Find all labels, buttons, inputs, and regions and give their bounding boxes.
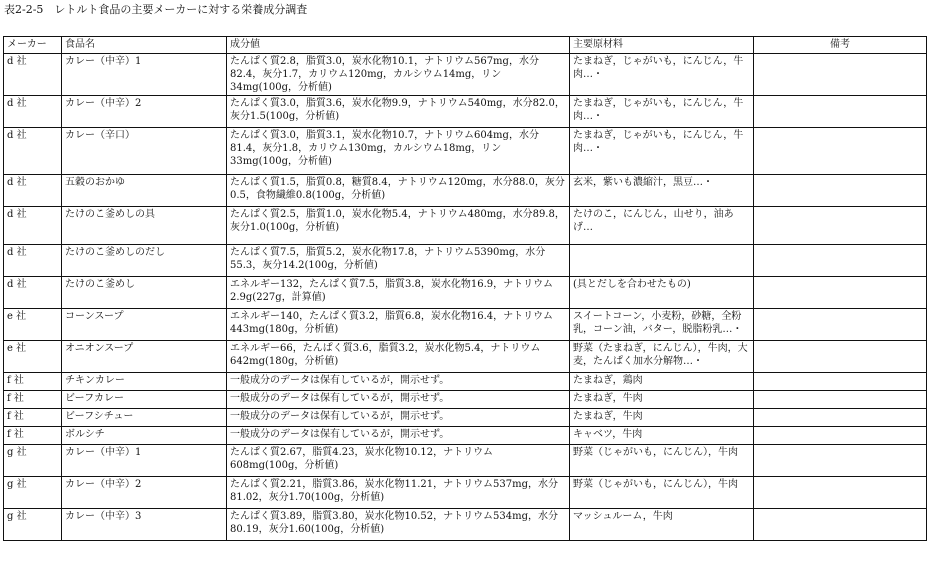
- cell-materials: キャベツ，牛肉: [570, 427, 754, 445]
- cell-food: チキンカレー: [62, 373, 227, 391]
- cell-values: たんぱく質2.8，脂質3.0，炭水化物10.1，ナトリウム567mg，水分82.4，灰分1.7，カリウム120mg，カルシウム14mg，リン34mg(100g，分析値): [227, 54, 570, 96]
- cell-materials: たまねぎ，じゃがいも，にんじん，牛肉…・: [570, 96, 754, 128]
- cell-materials: たまねぎ，牛肉: [570, 391, 754, 409]
- cell-values: エネルギー66，たんぱく質3.6，脂質3.2，炭水化物5.4，ナトリウム642mg(180g，分析値): [227, 341, 570, 373]
- cell-food: たけのこ釜めしの具: [62, 207, 227, 245]
- cell-maker: d 社: [4, 277, 62, 309]
- cell-maker: e 社: [4, 309, 62, 341]
- cell-maker: d 社: [4, 207, 62, 245]
- cell-remarks: [754, 409, 927, 427]
- cell-maker: g 社: [4, 509, 62, 541]
- table-row: [4, 341, 927, 373]
- cell-remarks: [754, 128, 927, 175]
- table-row: [4, 509, 927, 541]
- cell-materials: 野菜（じゃがいも，にんじん），牛肉: [570, 445, 754, 477]
- cell-maker: d 社: [4, 245, 62, 277]
- header-remarks: 備考: [754, 37, 927, 54]
- table-row: [4, 96, 927, 128]
- cell-maker: g 社: [4, 445, 62, 477]
- cell-values: 一般成分のデータは保有しているが，開示せず。: [227, 373, 570, 391]
- cell-remarks: [754, 427, 927, 445]
- cell-remarks: [754, 96, 927, 128]
- nutrition-table: [3, 36, 927, 541]
- cell-food: たけのこ釜めし: [62, 277, 227, 309]
- cell-materials: たまねぎ，じゃがいも，にんじん，牛肉…・: [570, 54, 754, 96]
- cell-maker: d 社: [4, 54, 62, 96]
- cell-materials: 玄米，紫いも濃縮汁，黒豆…・: [570, 175, 754, 207]
- table-row: [4, 277, 927, 309]
- cell-food: ビーフカレー: [62, 391, 227, 409]
- cell-values: たんぱく質7.5，脂質5.2，炭水化物17.8，ナトリウム5390mg，水分55.3，灰分14.2(100g，分析値): [227, 245, 570, 277]
- cell-values: たんぱく質2.67，脂質4.23，炭水化物10.12，ナトリウム608mg(100g，分析値): [227, 445, 570, 477]
- cell-values: 一般成分のデータは保有しているが，開示せず。: [227, 391, 570, 409]
- cell-food: たけのこ釜めしのだし: [62, 245, 227, 277]
- cell-values: 一般成分のデータは保有しているが，開示せず。: [227, 409, 570, 427]
- cell-remarks: [754, 277, 927, 309]
- cell-food: カレー（中辛）3: [62, 509, 227, 541]
- cell-materials: たまねぎ，じゃがいも，にんじん，牛肉…・: [570, 128, 754, 175]
- cell-food: カレー（中辛）1: [62, 445, 227, 477]
- cell-materials: たけのこ，にんじん，山せり，油あげ…: [570, 207, 754, 245]
- cell-maker: f 社: [4, 391, 62, 409]
- cell-remarks: [754, 207, 927, 245]
- cell-remarks: [754, 509, 927, 541]
- header-food: 食品名: [62, 37, 227, 54]
- cell-materials: 野菜（じゃがいも，にんじん），牛肉: [570, 477, 754, 509]
- header-materials: 主要原材料: [570, 37, 754, 54]
- cell-values: たんぱく質1.5，脂質0.8，糖質8.4，ナトリウム120mg，水分88.0，灰分0.5，食物繊維0.8(100g，分析値): [227, 175, 570, 207]
- cell-food: カレー（中辛）2: [62, 477, 227, 509]
- header-values: 成分値: [227, 37, 570, 54]
- table-row: [4, 409, 927, 427]
- cell-food: コーンスープ: [62, 309, 227, 341]
- table-row: [4, 309, 927, 341]
- cell-food: ボルシチ: [62, 427, 227, 445]
- cell-values: 一般成分のデータは保有しているが，開示せず。: [227, 427, 570, 445]
- cell-values: エネルギー132，たんぱく質7.5，脂質3.8，炭水化物16.9，ナトリウム2.9g(227g，計算値): [227, 277, 570, 309]
- cell-maker: f 社: [4, 427, 62, 445]
- cell-remarks: [754, 309, 927, 341]
- cell-values: エネルギー140，たんぱく質3.2，脂質6.8，炭水化物16.4，ナトリウム443mg(180g，分析値): [227, 309, 570, 341]
- table-row: [4, 477, 927, 509]
- cell-remarks: [754, 445, 927, 477]
- cell-maker: d 社: [4, 175, 62, 207]
- table-body: [4, 54, 927, 541]
- cell-materials: マッシュルーム，牛肉: [570, 509, 754, 541]
- table-row: [4, 373, 927, 391]
- cell-food: カレー（辛口）: [62, 128, 227, 175]
- cell-food: ビーフシチュー: [62, 409, 227, 427]
- cell-food: カレー（中辛）1: [62, 54, 227, 96]
- cell-materials: 野菜（たまねぎ，にんじん），牛肉，大麦，たんぱく加水分解物…・: [570, 341, 754, 373]
- cell-maker: f 社: [4, 409, 62, 427]
- header-maker: メーカー: [4, 37, 62, 54]
- cell-remarks: [754, 245, 927, 277]
- table-row: [4, 427, 927, 445]
- cell-remarks: [754, 175, 927, 207]
- cell-values: たんぱく質2.5，脂質1.0，炭水化物5.4，ナトリウム480mg，水分89.8，灰分1.0(100g，分析値): [227, 207, 570, 245]
- cell-materials: たまねぎ，牛肉: [570, 409, 754, 427]
- table-row: [4, 128, 927, 175]
- cell-remarks: [754, 373, 927, 391]
- table-row: [4, 54, 927, 96]
- table-row: [4, 391, 927, 409]
- table-row: [4, 175, 927, 207]
- cell-values: たんぱく質3.0，脂質3.1，炭水化物10.7，ナトリウム604mg，水分81.4，灰分1.8，カリウム130mg，カルシウム18mg，リン33mg(100g，分析値): [227, 128, 570, 175]
- cell-food: オニオンスープ: [62, 341, 227, 373]
- cell-maker: e 社: [4, 341, 62, 373]
- cell-maker: d 社: [4, 96, 62, 128]
- cell-values: たんぱく質3.89，脂質3.80，炭水化物10.52，ナトリウム534mg，水分80.19，灰分1.60(100g，分析値): [227, 509, 570, 541]
- cell-materials: スイートコーン，小麦粉，砂糖，全粉乳，コーン油，バター，脱脂粉乳…・: [570, 309, 754, 341]
- table-row: [4, 207, 927, 245]
- cell-values: たんぱく質3.0，脂質3.6，炭水化物9.9，ナトリウム540mg，水分82.0，灰分1.5(100g，分析値): [227, 96, 570, 128]
- table-row: [4, 245, 927, 277]
- table-title: 表2-2-5 レトルト食品の主要メーカーに対する栄養成分調査: [4, 3, 308, 16]
- cell-remarks: [754, 391, 927, 409]
- cell-materials: [570, 245, 754, 277]
- cell-food: カレー（中辛）2: [62, 96, 227, 128]
- cell-materials: たまねぎ，鶏肉: [570, 373, 754, 391]
- cell-maker: d 社: [4, 128, 62, 175]
- header-row: [4, 37, 927, 54]
- table-row: [4, 445, 927, 477]
- cell-food: 五穀のおかゆ: [62, 175, 227, 207]
- cell-maker: g 社: [4, 477, 62, 509]
- cell-remarks: [754, 54, 927, 96]
- cell-values: たんぱく質2.21，脂質3.86，炭水化物11.21，ナトリウム537mg，水分81.02，灰分1.70(100g，分析値): [227, 477, 570, 509]
- cell-maker: f 社: [4, 373, 62, 391]
- cell-materials: (具とだしを合わせたもの): [570, 277, 754, 309]
- cell-remarks: [754, 341, 927, 373]
- cell-remarks: [754, 477, 927, 509]
